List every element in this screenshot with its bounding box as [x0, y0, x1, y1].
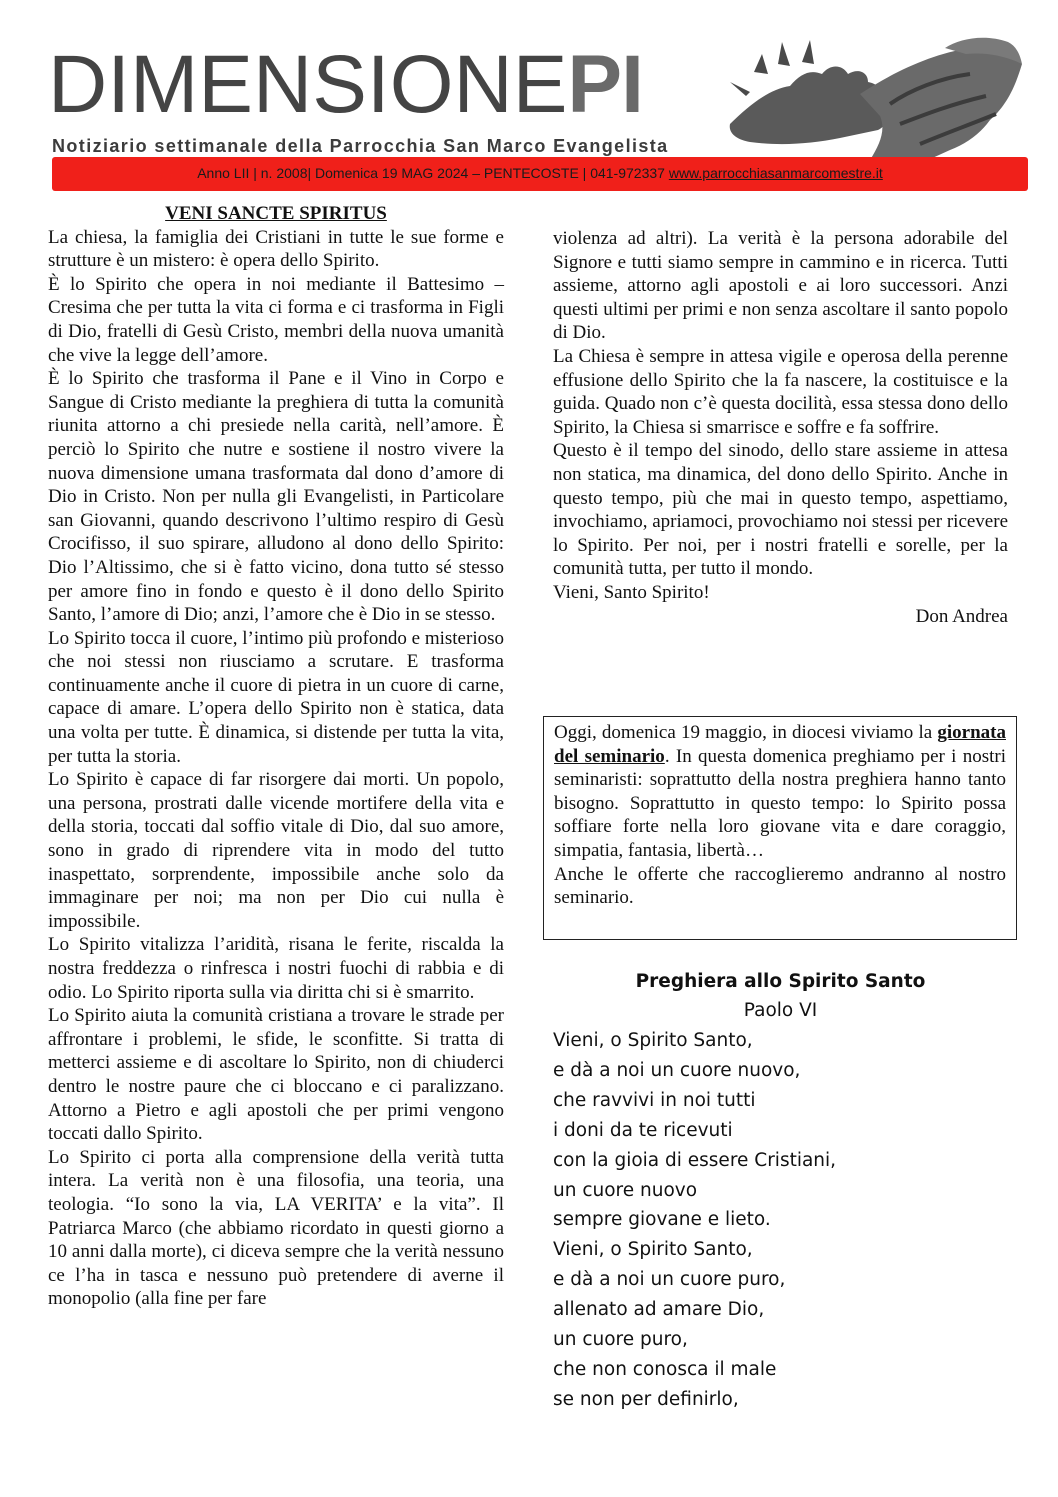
- website-link[interactable]: www.parrocchiasanmarcomestre.it: [668, 165, 883, 181]
- title-part-2: PI: [567, 39, 643, 130]
- article-signature: Don Andrea: [915, 605, 1008, 627]
- article-right-column: [553, 227, 1008, 628]
- prayer-line: che ravvivi in noi tutti: [553, 1089, 756, 1111]
- paragraph: Vieni, Santo Spirito!: [553, 581, 710, 603]
- paragraph: Lo Spirito aiuta la comunità cristiana a trovare le strade per affrontare i problemi, le sfide, le sconfitte. Si tratta di metterci assieme e di ascoltare lo Spirito, non di chiuderci dentro le nostre paure che ci bloccano e ci paralizzano. Attorno a Pietro e agli apostoli che per primi vengono toccati dallo Spirito.: [48, 1005, 504, 1145]
- paragraph: È lo Spirito che opera in noi mediante il Battesimo – Cresima che per tutta la vita ci forma e ci trasforma in Figli di Dio, fratelli di Gesù Cristo, membri della nuova umanità che vive la legge dell’amore.: [48, 273, 504, 366]
- prayer-author: Paolo VI: [743, 1000, 818, 1021]
- prayer-title: Preghiera allo Spirito Santo: [635, 971, 926, 992]
- newsletter-subtitle: Notiziario settimanale della Parrocchia San Marco Evangelista: [52, 136, 669, 156]
- paragraph: violenza ad altri). La verità è la persona adorabile del Signore e tutti siamo sempre in cammino e in ricerca. Tutti assieme, attorno agli apostoli e ai loro successori. Anzi questi ultimi per primi e non senza ascoltare il santo popolo di Dio.: [553, 228, 1008, 344]
- notice-text-after: . In questa domenica preghiamo per i nostri seminaristi: soprattutto della nostra preghiera hanno tanto bisogno. Soprattutto in questo tempo: lo Spirito possa soffiare forte nella loro giovane vita e dare coraggio, simpatia, fantasia, libertà…: [554, 745, 1007, 861]
- paragraph: È lo Spirito che trasforma il Pane e il Vino in Corpo e Sangue di Cristo mediante la preghiera di tutta la comunità riunita attorno a chi presiede nella carità, nell’amore. È perciò lo Spirito che nutre e sostiene il nostro vivere la nuova dimensione umana trasformata dal dono d’amore di Dio in Cristo. Non per nulla gli Evangelisti, in Particolare san Giovanni, quando descrivono l’ultimo respiro di Gesù Crocifisso, il suo spirare, alludono al dono dello Spirito: Dio l’Altissimo, che si è fatto vicino, dona tutto sé stesso per amore fino in fondo e questo è il dono dello Spirito Santo, l’amore di Dio; anzi, l’amore che è Dio in se stesso.: [48, 368, 504, 626]
- paragraph: Questo è il tempo del sinodo, dello stare assieme in attesa non statica, ma dinamica, del dono dello Spirito. Anche in questo tempo, più che mai in questo tempo, aspettiamo, invochiamo, apriamoci, provochiamo noi stessi per ricevere lo Spirito. Per noi, per i nostri fratelli e sorelle, per la comunità tutta, per tutto il mondo.: [553, 440, 1008, 580]
- paragraph: Lo Spirito vitalizza l’aridità, risana le ferite, riscalda la nostra freddezza o rinfresca i nostri fuochi di rabbia e di odio. Lo Spirito riporta sulla via diritta chi si è smarrito.: [48, 934, 504, 1003]
- prayer-line: e dà a noi un cuore puro,: [553, 1269, 786, 1291]
- paragraph: Lo Spirito è capace di far risorgere dai morti. Un popolo, una persona, prostrati dalle vicende mortifere della vita e della storia, toccati dal soffio vitale di Dio, dal suo amore, sono in grado di riprendere vita in modo del tutto inaspettato, sorprendente, impossibile anche solo da immaginare per noi; ma non per Dio cui nulla è impossibile.: [48, 769, 504, 932]
- notice-text-before: Oggi, domenica 19 maggio, in diocesi viviamo la: [554, 722, 938, 743]
- notice-paragraph-2: Anche le offerte che raccoglieremo andranno al nostro seminario.: [554, 863, 1006, 909]
- article-left-column: [48, 202, 504, 1311]
- prayer-line: un cuore puro,: [553, 1329, 688, 1351]
- prayer-line: e dà a noi un cuore nuovo,: [553, 1059, 801, 1081]
- notice-paragraph: [554, 721, 1006, 863]
- sculpture-hand-icon: [690, 34, 1030, 160]
- paragraph: Lo Spirito ci porta alla comprensione della verità tutta intera. La verità non è una filosofia, una teoria, una teologia. “Io sono la via, LA VERITA’ e la vita”. Il Patriarca Marco (che abbiamo ricordato in questi giorno a 10 anni dalla morte), ci diceva sempre che la verità nessuno ce l’ha in tasca e nessuno può pretendere di averne il monopolio (alla fine per fare: [48, 1146, 504, 1310]
- article-heading: VENI SANCTE SPIRITUS: [165, 203, 387, 224]
- prayer-line: allenato ad amare Dio,: [553, 1299, 765, 1321]
- paragraph: Lo Spirito tocca il cuore, l’intimo più profondo e misterioso che noi stessi non riusciamo a scrutare. E trasforma continuamente anche il cuore di pietra in un cuore di carne, capace di amare. L’opera dello Spirito non è statica, data una volta per tutte. È dinamica, si distende per tutta la vita, per tutta la storia.: [48, 627, 504, 767]
- title-part-1: DIMENSIONE: [48, 39, 568, 130]
- prayer-line: sempre giovane e lieto.: [553, 1209, 771, 1231]
- prayer-section: [553, 968, 1008, 1415]
- prayer-line: Vieni, o Spirito Santo,: [553, 1239, 753, 1261]
- prayer-line: con la gioia di essere Cristiani,: [553, 1149, 837, 1171]
- prayer-line: Vieni, o Spirito Santo,: [553, 1030, 753, 1051]
- seminary-notice-box: [543, 716, 1017, 940]
- prayer-line: un cuore nuovo: [553, 1179, 698, 1201]
- info-banner-text: [52, 165, 1028, 181]
- notice-highlight: giornata del seminario: [554, 722, 1006, 767]
- info-banner: [52, 157, 1028, 191]
- prayer-line: i doni da te ricevuti: [553, 1119, 733, 1141]
- paragraph: La chiesa, la famiglia dei Cristiani in tutte le sue forme e strutture è un mistero: è opera dello Spirito.: [48, 226, 504, 272]
- issue-info: Anno LII | n. 2008| Domenica 19 MAG 2024 – PENTECOSTE | 041-972337: [197, 165, 669, 181]
- prayer-line: che non conosca il male: [553, 1358, 777, 1380]
- prayer-line: se non per definirlo,: [553, 1388, 739, 1410]
- paragraph: La Chiesa è sempre in attesa vigile e operosa della perenne effusione dello Spirito che la fa nascere, la costituisce e la guida. Quado non c’è questa docilità, essa stessa dono dello Spirito, la Chiesa si smarrisce e soffre e fa soffrire.: [553, 345, 1008, 438]
- newsletter-title: [48, 39, 643, 130]
